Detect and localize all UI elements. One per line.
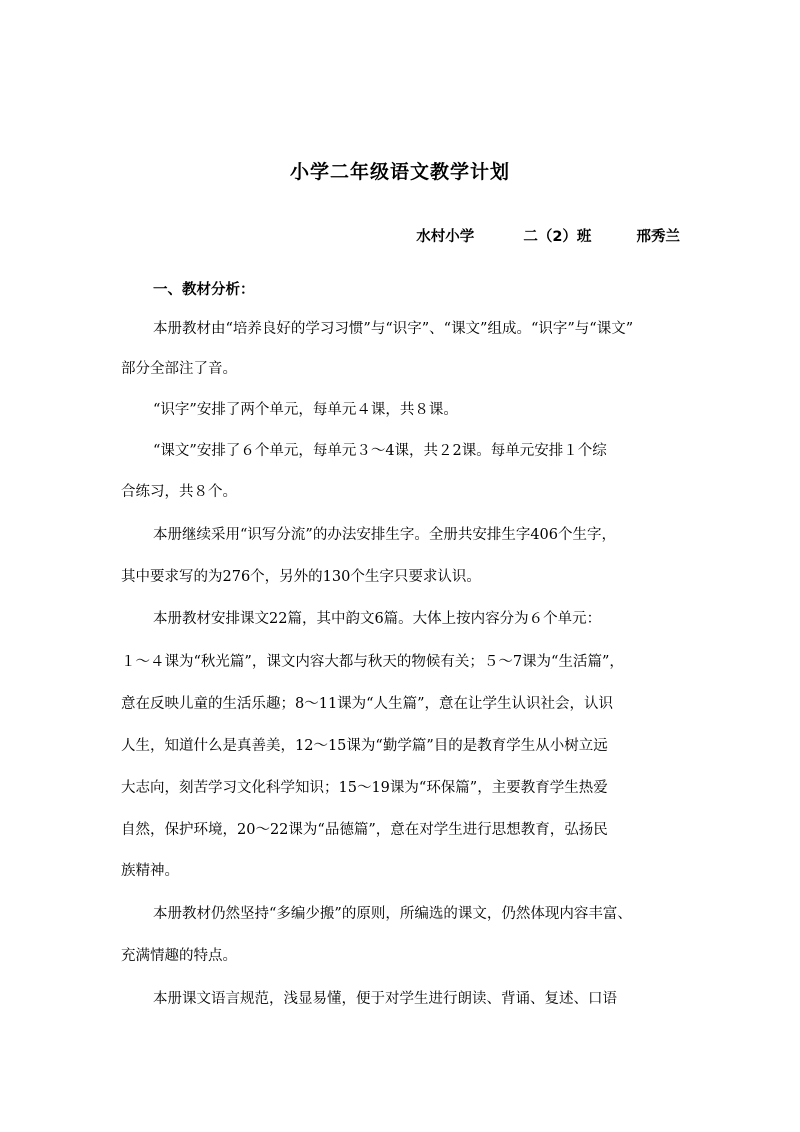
paragraph-line: 部分全部注了音。 [121, 361, 237, 377]
paragraph-line: 合练习，共８个。 [121, 484, 237, 500]
paragraph-line: 本册教材安排课文22篇，其中韵文6篇。大体上按内容分为６个单元： [153, 611, 602, 627]
paragraph-line: 意在反映儿童的生活乐趣；8～11课为“人生篇”，意在让学生认识社会，认识 [121, 696, 613, 712]
school-name: 水村小学 [416, 229, 475, 245]
document-title: 小学二年级语文教学计划 [289, 161, 510, 183]
class-name: 二（2）班 [523, 229, 592, 245]
byline [416, 225, 680, 246]
paragraph-line: 自然，保护环境，20～22课为“品德篇”，意在对学生进行思想教育，弘扬民 [121, 822, 608, 838]
paragraph-line: 本册教材由“培养良好的学习习惯”与“识字”、“课文”组成。“识字”与“课文” [153, 321, 634, 337]
paragraph-line: １～４课为“秋光篇”，课文内容大都与秋天的物候有关；５～7课为“生活篇”， [121, 654, 624, 670]
paragraph-line: 本册课文语言规范，浅显易懂，便于对学生进行朗读、背诵、复述、口语 [153, 991, 617, 1007]
paragraph-line: 充满情趣的特点。 [121, 948, 237, 964]
paragraph-line: 大志向，刻苦学习文化科学知识；15～19课为“环保篇”，主要教育学生热爱 [121, 780, 608, 796]
paragraph-line: 本册继续采用“识写分流”的办法安排生字。全册共安排生字406个生字， [153, 527, 616, 543]
paragraph-line: “识字”安排了两个单元，每单元４课，共８课。 [153, 402, 458, 418]
paragraph-line: “课文”安排了６个单元，每单元３～4课，共２2课。每单元安排１个综 [153, 443, 607, 459]
paragraph-line: 族精神。 [121, 863, 179, 879]
paragraph-line: 本册教材仍然坚持“多编少搬”的原则，所编选的课文，仍然体现内容丰富、 [153, 906, 632, 922]
section-heading: 一、教材分析： [153, 282, 255, 298]
paragraph-line: 其中要求写的为276个，另外的130个生字只要求认识。 [121, 569, 481, 585]
paragraph-line: 人生，知道什么是真善美，12～15课为“勤学篇”目的是教育学生从小树立远 [121, 738, 608, 754]
teacher-name: 邢秀兰 [636, 229, 680, 245]
